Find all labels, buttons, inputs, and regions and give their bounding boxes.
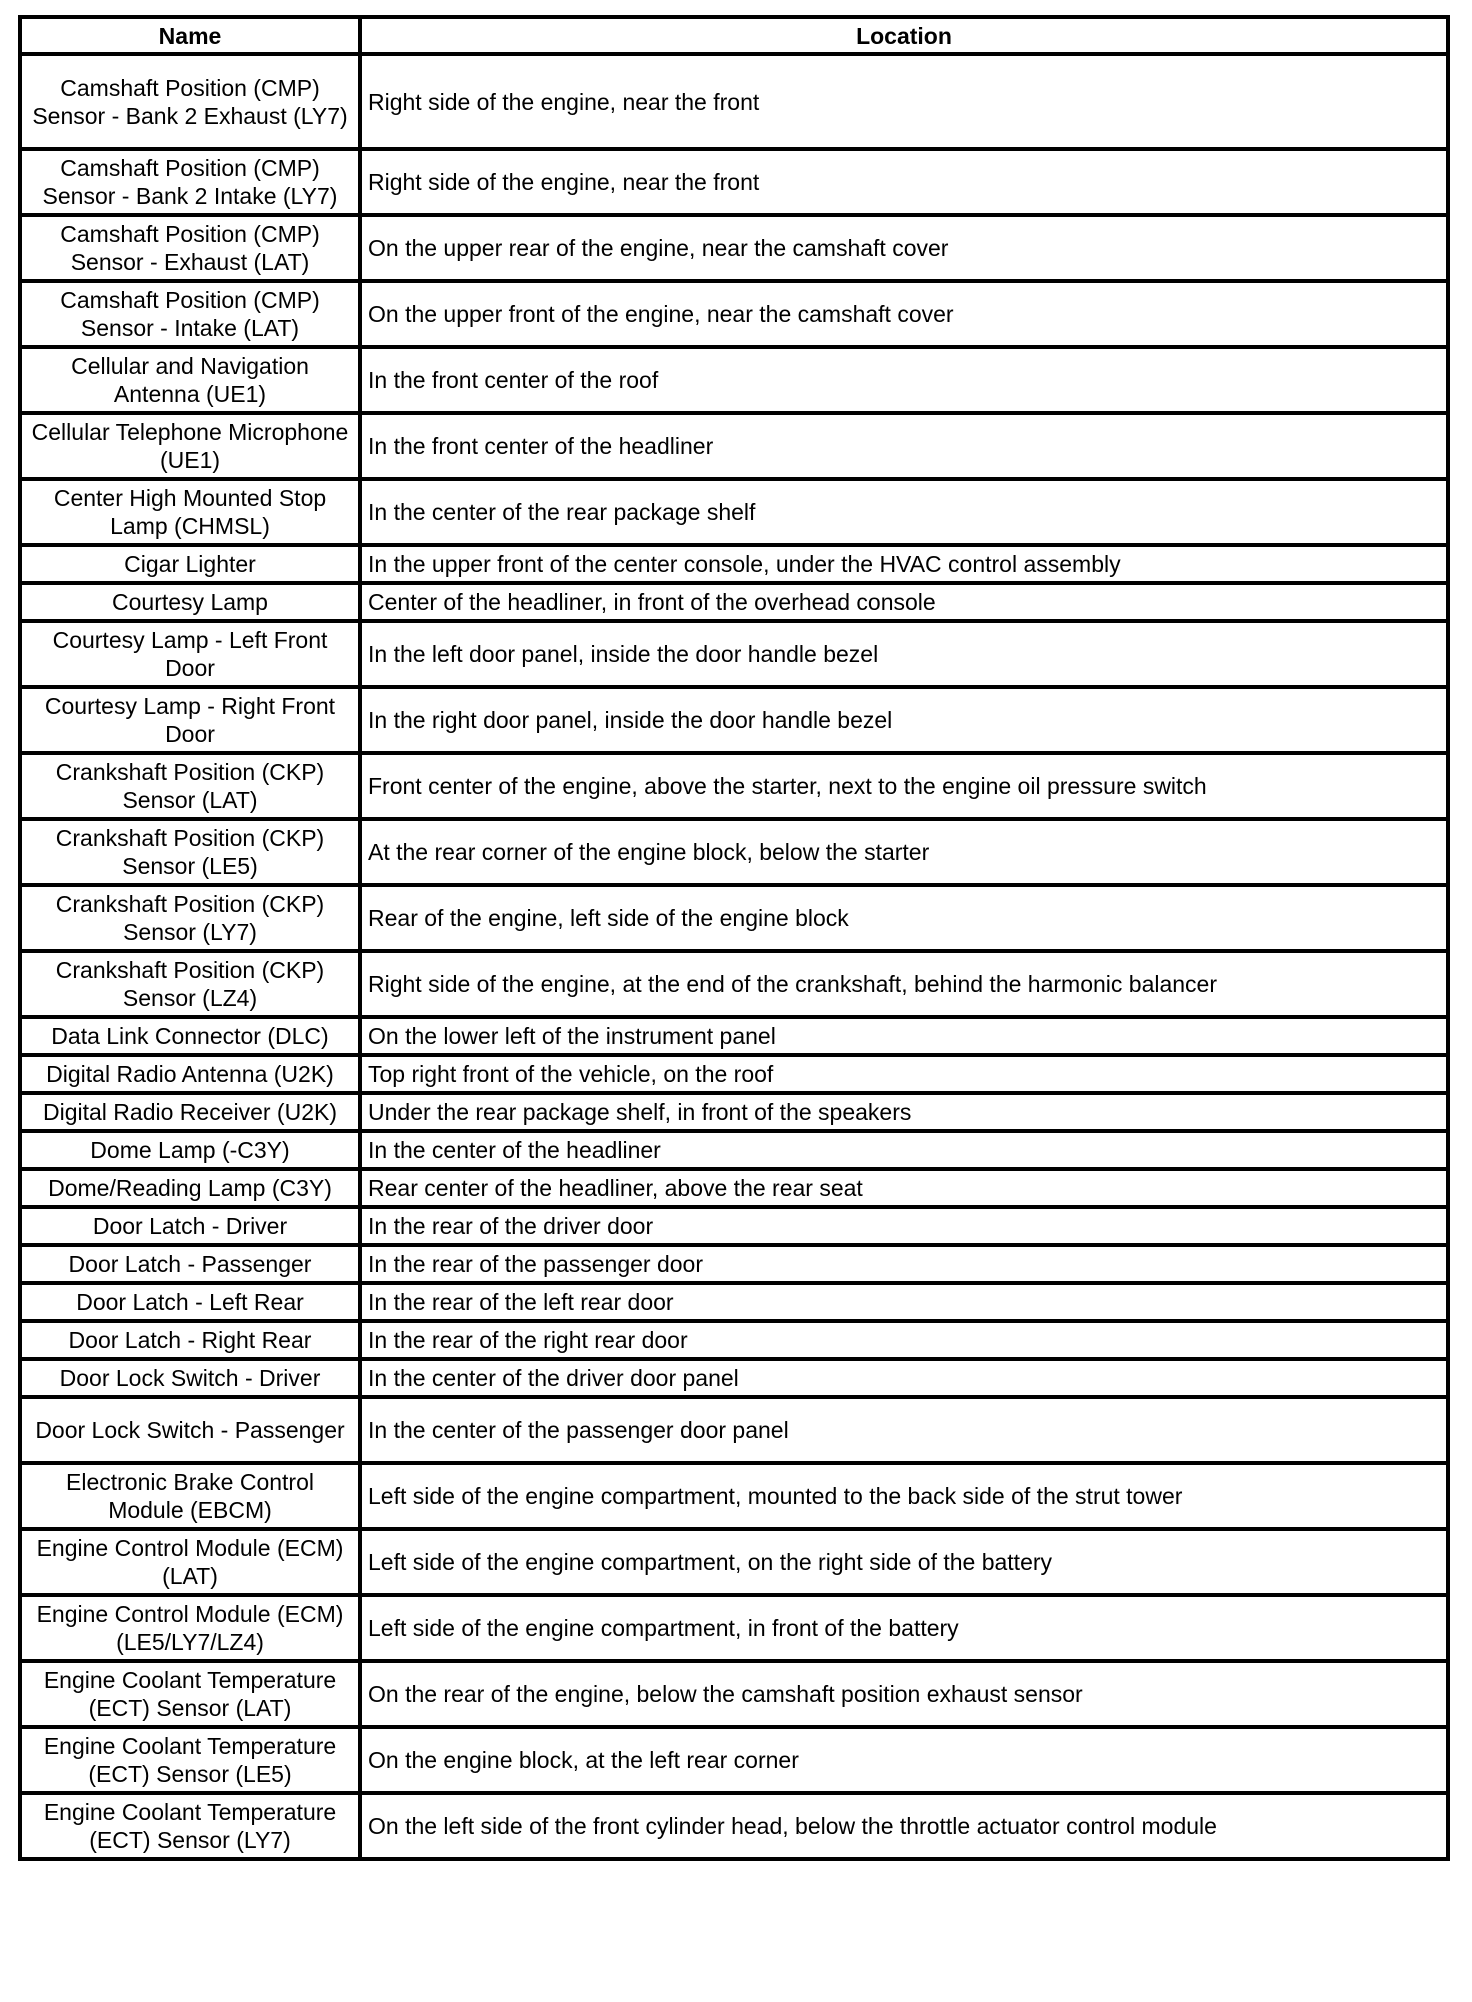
component-name-cell: Door Latch - Right Rear bbox=[20, 1321, 360, 1359]
component-name-cell: Cigar Lighter bbox=[20, 545, 360, 583]
component-location-cell: In the front center of the roof bbox=[360, 347, 1448, 413]
component-name-cell: Data Link Connector (DLC) bbox=[20, 1017, 360, 1055]
component-name-cell: Engine Coolant Temperature (ECT) Sensor (LE5) bbox=[20, 1727, 360, 1793]
component-location-cell: In the center of the driver door panel bbox=[360, 1359, 1448, 1397]
component-location-cell: Center of the headliner, in front of the overhead console bbox=[360, 583, 1448, 621]
component-name-cell: Courtesy Lamp - Right Front Door bbox=[20, 687, 360, 753]
component-name-cell: Dome Lamp (-C3Y) bbox=[20, 1131, 360, 1169]
component-location-cell: In the right door panel, inside the door handle bezel bbox=[360, 687, 1448, 753]
component-location-sheet bbox=[18, 15, 1446, 1861]
table-row bbox=[20, 1055, 1448, 1093]
component-name-cell: Door Lock Switch - Passenger bbox=[20, 1397, 360, 1463]
table-row bbox=[20, 951, 1448, 1017]
component-name-cell: Dome/Reading Lamp (C3Y) bbox=[20, 1169, 360, 1207]
component-location-table bbox=[18, 15, 1450, 1861]
component-name-cell: Digital Radio Receiver (U2K) bbox=[20, 1093, 360, 1131]
component-location-cell: On the upper front of the engine, near the camshaft cover bbox=[360, 281, 1448, 347]
component-location-cell: Right side of the engine, near the front bbox=[360, 54, 1448, 149]
component-name-cell: Crankshaft Position (CKP) Sensor (LY7) bbox=[20, 885, 360, 951]
component-location-cell: Left side of the engine compartment, mounted to the back side of the strut tower bbox=[360, 1463, 1448, 1529]
component-location-cell: Left side of the engine compartment, in front of the battery bbox=[360, 1595, 1448, 1661]
component-location-cell: Front center of the engine, above the starter, next to the engine oil pressure switch bbox=[360, 753, 1448, 819]
component-name-cell: Door Latch - Passenger bbox=[20, 1245, 360, 1283]
table-row bbox=[20, 1397, 1448, 1463]
component-location-cell: Top right front of the vehicle, on the roof bbox=[360, 1055, 1448, 1093]
table-row bbox=[20, 54, 1448, 149]
table-row bbox=[20, 413, 1448, 479]
table-row bbox=[20, 621, 1448, 687]
table-row bbox=[20, 1207, 1448, 1245]
component-name-cell: Engine Coolant Temperature (ECT) Sensor (LY7) bbox=[20, 1793, 360, 1859]
component-name-cell: Door Latch - Left Rear bbox=[20, 1283, 360, 1321]
component-location-cell: In the center of the passenger door panel bbox=[360, 1397, 1448, 1463]
table-row bbox=[20, 1283, 1448, 1321]
table-row bbox=[20, 1727, 1448, 1793]
table-row bbox=[20, 1131, 1448, 1169]
component-name-cell: Digital Radio Antenna (U2K) bbox=[20, 1055, 360, 1093]
table-row bbox=[20, 479, 1448, 545]
table-row bbox=[20, 1463, 1448, 1529]
component-name-cell: Door Latch - Driver bbox=[20, 1207, 360, 1245]
table-row bbox=[20, 1359, 1448, 1397]
table-row bbox=[20, 215, 1448, 281]
component-name-cell: Camshaft Position (CMP) Sensor - Exhaust (LAT) bbox=[20, 215, 360, 281]
component-name-cell: Engine Control Module (ECM) (LAT) bbox=[20, 1529, 360, 1595]
component-name-cell: Center High Mounted Stop Lamp (CHMSL) bbox=[20, 479, 360, 545]
component-name-cell: Crankshaft Position (CKP) Sensor (LAT) bbox=[20, 753, 360, 819]
table-row bbox=[20, 885, 1448, 951]
component-location-cell: Rear center of the headliner, above the rear seat bbox=[360, 1169, 1448, 1207]
table-row bbox=[20, 1595, 1448, 1661]
component-location-cell: Rear of the engine, left side of the engine block bbox=[360, 885, 1448, 951]
table-row bbox=[20, 1793, 1448, 1859]
table-row bbox=[20, 1169, 1448, 1207]
component-name-cell: Engine Coolant Temperature (ECT) Sensor (LAT) bbox=[20, 1661, 360, 1727]
component-location-cell: On the lower left of the instrument panel bbox=[360, 1017, 1448, 1055]
component-location-cell: In the left door panel, inside the door handle bezel bbox=[360, 621, 1448, 687]
component-location-cell: In the rear of the left rear door bbox=[360, 1283, 1448, 1321]
component-location-cell: On the upper rear of the engine, near the camshaft cover bbox=[360, 215, 1448, 281]
table-row bbox=[20, 149, 1448, 215]
component-name-cell: Electronic Brake Control Module (EBCM) bbox=[20, 1463, 360, 1529]
component-location-cell: In the center of the headliner bbox=[360, 1131, 1448, 1169]
component-location-cell: In the center of the rear package shelf bbox=[360, 479, 1448, 545]
component-location-cell: Left side of the engine compartment, on the right side of the battery bbox=[360, 1529, 1448, 1595]
component-location-cell: In the upper front of the center console, under the HVAC control assembly bbox=[360, 545, 1448, 583]
column-header-location: Location bbox=[360, 17, 1448, 54]
component-location-cell: In the rear of the right rear door bbox=[360, 1321, 1448, 1359]
table-row bbox=[20, 1321, 1448, 1359]
component-location-cell: On the engine block, at the left rear corner bbox=[360, 1727, 1448, 1793]
table-row bbox=[20, 1245, 1448, 1283]
table-row bbox=[20, 281, 1448, 347]
table-row bbox=[20, 819, 1448, 885]
component-location-cell: In the rear of the driver door bbox=[360, 1207, 1448, 1245]
component-name-cell: Camshaft Position (CMP) Sensor - Intake (LAT) bbox=[20, 281, 360, 347]
component-name-cell: Courtesy Lamp bbox=[20, 583, 360, 621]
component-name-cell: Courtesy Lamp - Left Front Door bbox=[20, 621, 360, 687]
table-row bbox=[20, 687, 1448, 753]
component-location-cell: In the rear of the passenger door bbox=[360, 1245, 1448, 1283]
component-name-cell: Door Lock Switch - Driver bbox=[20, 1359, 360, 1397]
component-location-cell: At the rear corner of the engine block, below the starter bbox=[360, 819, 1448, 885]
component-name-cell: Camshaft Position (CMP) Sensor - Bank 2 Exhaust (LY7) bbox=[20, 54, 360, 149]
component-location-cell: Under the rear package shelf, in front of the speakers bbox=[360, 1093, 1448, 1131]
component-location-cell: In the front center of the headliner bbox=[360, 413, 1448, 479]
table-row bbox=[20, 1017, 1448, 1055]
table-row bbox=[20, 1661, 1448, 1727]
table-row bbox=[20, 1093, 1448, 1131]
table-row bbox=[20, 347, 1448, 413]
component-name-cell: Crankshaft Position (CKP) Sensor (LZ4) bbox=[20, 951, 360, 1017]
header-row bbox=[20, 17, 1448, 54]
table-row bbox=[20, 1529, 1448, 1595]
component-name-cell: Engine Control Module (ECM) (LE5/LY7/LZ4) bbox=[20, 1595, 360, 1661]
table-row bbox=[20, 583, 1448, 621]
component-location-cell: Right side of the engine, at the end of the crankshaft, behind the harmonic balancer bbox=[360, 951, 1448, 1017]
column-header-name: Name bbox=[20, 17, 360, 54]
table-row bbox=[20, 545, 1448, 583]
component-location-cell: On the rear of the engine, below the camshaft position exhaust sensor bbox=[360, 1661, 1448, 1727]
component-location-cell: On the left side of the front cylinder head, below the throttle actuator control module bbox=[360, 1793, 1448, 1859]
component-name-cell: Camshaft Position (CMP) Sensor - Bank 2 Intake (LY7) bbox=[20, 149, 360, 215]
component-name-cell: Cellular Telephone Microphone (UE1) bbox=[20, 413, 360, 479]
component-name-cell: Crankshaft Position (CKP) Sensor (LE5) bbox=[20, 819, 360, 885]
table-row bbox=[20, 753, 1448, 819]
component-location-cell: Right side of the engine, near the front bbox=[360, 149, 1448, 215]
component-name-cell: Cellular and Navigation Antenna (UE1) bbox=[20, 347, 360, 413]
